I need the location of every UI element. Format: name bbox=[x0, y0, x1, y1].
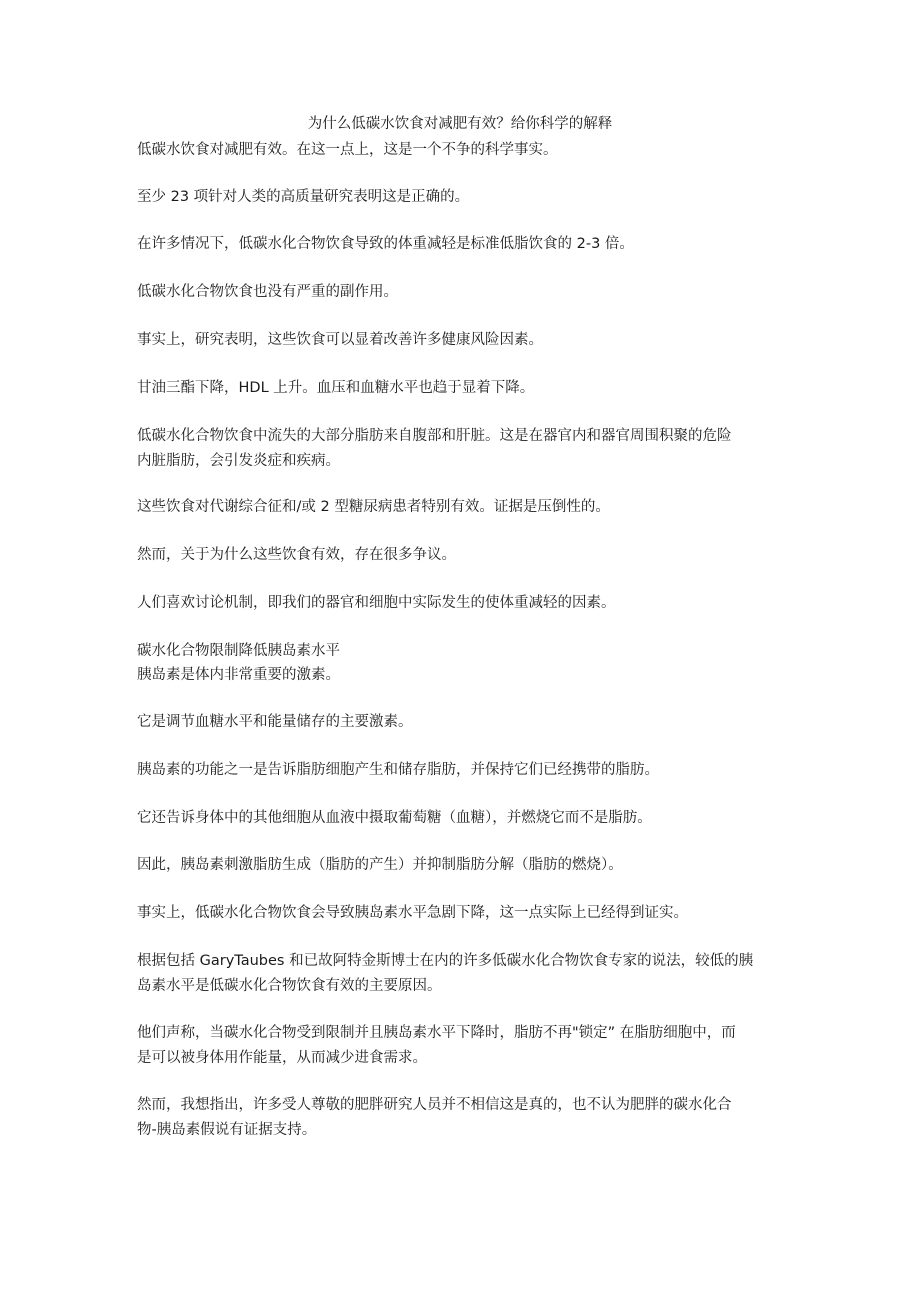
text-line: 因此，胰岛素刺激脂肪生成（脂肪的产生）并抑制脂肪分解（脂肪的燃烧）。 bbox=[137, 857, 623, 873]
text-line: 胰岛素的功能之一是告诉脂肪细胞产生和储存脂肪，并保持它们已经携带的脂肪。 bbox=[137, 762, 659, 778]
text-line: 它还告诉身体中的其他细胞从血液中摄取葡萄糖（血糖），并燃烧它而不是脂肪。 bbox=[137, 810, 652, 826]
text-line: 然而，我想指出，许多受人尊敬的肥胖研究人员并不相信这是真的，也不认为肥胖的碳水化合 bbox=[137, 1097, 732, 1113]
text-line: 胰岛素是体内非常重要的激素。 bbox=[137, 667, 340, 683]
text-line: 低碳水化合物饮食中流失的大部分脂肪来自腹部和肝脏。这是在器官内和器官周围积聚的危险 bbox=[137, 428, 732, 444]
text-line: 至少 23 项针对人类的高质量研究表明这是正确的。 bbox=[137, 189, 470, 205]
text-line: 这些饮食对代谢综合征和/或 2 型糖尿病患者特别有效。证据是压倒性的。 bbox=[137, 499, 610, 515]
text-line: 岛素水平是低碳水化合物饮食有效的主要原因。 bbox=[137, 978, 442, 994]
text-line: 内脏脂肪，会引发炎症和疾病。 bbox=[137, 453, 340, 469]
text-line: 甘油三酯下降，HDL 上升。血压和血糖水平也趋于显着下降。 bbox=[137, 380, 535, 396]
text-line: 根据包括 GaryTaubes 和已故阿特金斯博士在内的许多低碳水化合物饮食专家的说法，较低的胰 bbox=[137, 953, 754, 969]
section-heading: 碳水化合物限制降低胰岛素水平 bbox=[137, 643, 340, 659]
text-line: 它是调节血糖水平和能量储存的主要激素。 bbox=[137, 714, 413, 730]
text-line: 人们喜欢讨论机制，即我们的器官和细胞中实际发生的使体重减轻的因素。 bbox=[137, 595, 616, 611]
document-title: 为什么低碳水饮食对减肥有效？给你科学的解释 bbox=[307, 116, 613, 132]
text-line: 物-胰岛素假说有证据支持。 bbox=[137, 1122, 317, 1138]
text-line: 事实上，低碳水化合物饮食会导致胰岛素水平急剧下降，这一点实际上已经得到证实。 bbox=[137, 905, 688, 921]
text-line: 然而，关于为什么这些饮食有效，存在很多争议。 bbox=[137, 547, 456, 563]
text-line: 低碳水饮食对减肥有效。在这一点上，这是一个不争的科学事实。 bbox=[137, 142, 558, 158]
text-line: 是可以被身体用作能量，从而减少进食需求。 bbox=[137, 1050, 427, 1066]
text-line: 低碳水化合物饮食也没有严重的副作用。 bbox=[137, 284, 398, 300]
text-line: 在许多情况下，低碳水化合物饮食导致的体重减轻是标准低脂饮食的 2-3 倍。 bbox=[137, 236, 634, 252]
text-line: 事实上，研究表明，这些饮食可以显着改善许多健康风险因素。 bbox=[137, 332, 543, 348]
text-line: 他们声称，当碳水化合物受到限制并且胰岛素水平下降时，脂肪不再"锁定” 在脂肪细胞中，而 bbox=[137, 1025, 736, 1041]
